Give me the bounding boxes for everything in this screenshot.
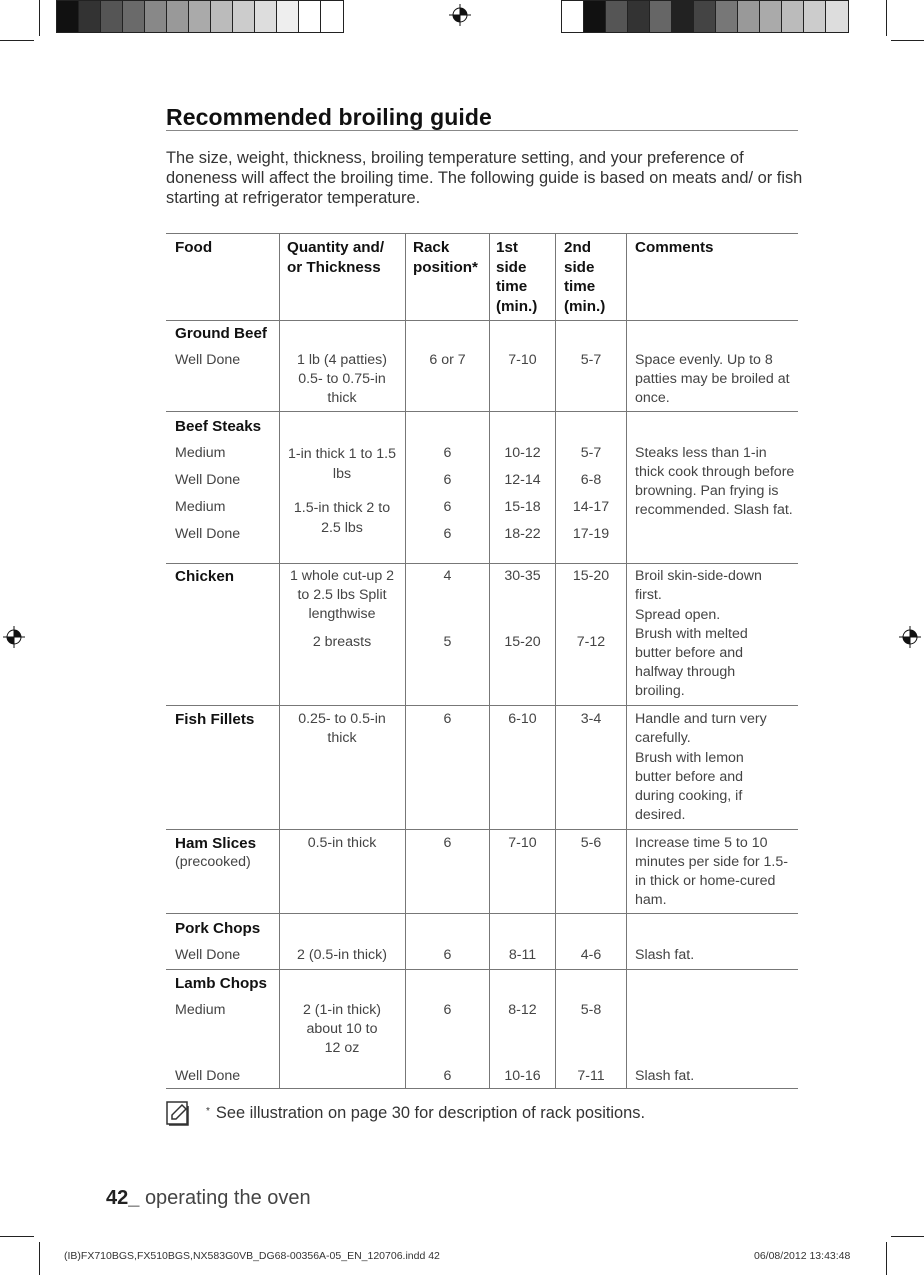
food-beef-steaks: Well Done xyxy=(175,526,241,542)
column-header-first-side: 1st side time (min.) xyxy=(496,239,538,315)
rack-fish-fillets: 6 xyxy=(443,711,452,727)
second-beef-steaks: 14-17 xyxy=(572,499,610,515)
quantity-lamb-chops: 2 (1-in thick) about 10 to 12 oz xyxy=(302,1002,382,1056)
first-beef-steaks: 10-12 xyxy=(504,445,541,461)
column-header-rack: Rack position* xyxy=(413,239,478,276)
quantity-beef-steaks: 1.5-in thick 2 to 2.5 lbs xyxy=(293,500,391,536)
page-number: 42_ xyxy=(106,1187,140,1209)
column-header-food: Food xyxy=(175,239,213,256)
group-pork-chops: Pork Chops xyxy=(175,920,261,937)
second-chicken: 15-20 xyxy=(572,568,610,584)
food-lamb-chops: Medium xyxy=(175,1002,226,1018)
note-pencil-icon xyxy=(166,1100,190,1126)
table-rule xyxy=(166,705,798,706)
column-header-second-side: 2nd side time (min.) xyxy=(564,239,606,315)
comments-chicken: Spread open. xyxy=(635,607,721,623)
rack-beef-steaks: 6 xyxy=(443,472,452,488)
crop-mark xyxy=(891,40,924,41)
print-timestamp: 06/08/2012 13:43:48 xyxy=(754,1250,851,1262)
first-lamb-chops: 8-12 xyxy=(508,1002,537,1018)
rack-beef-steaks: 6 xyxy=(443,526,452,542)
column-header-comments: Comments xyxy=(635,239,714,256)
second-beef-steaks: 17-19 xyxy=(572,526,610,542)
table-rule xyxy=(166,1088,798,1089)
quantity-fish-fillets: 0.25- to 0.5-in thick xyxy=(298,711,386,746)
table-rule xyxy=(166,913,798,914)
second-beef-steaks: 6-8 xyxy=(580,472,602,488)
food-beef-steaks: Well Done xyxy=(175,472,241,488)
rack-beef-steaks: 6 xyxy=(443,499,452,515)
food-lamb-chops: Well Done xyxy=(175,1068,241,1084)
rack-beef-steaks: 6 xyxy=(443,445,452,461)
note-asterisk: * xyxy=(206,1106,210,1117)
food-ham-slices: (precooked) xyxy=(175,854,251,870)
note-text: See illustration on page 30 for description of rack positions. xyxy=(215,1104,646,1122)
comments-beef-steaks: Steaks less than 1-in thick cook through before browning. Pan frying is recommended. Slash fat. xyxy=(635,445,795,518)
first-chicken: 15-20 xyxy=(504,634,541,650)
rack-lamb-chops: 6 xyxy=(443,1002,452,1018)
group-chicken: Chicken xyxy=(175,568,235,585)
quantity-ham-slices: 0.5-in thick xyxy=(307,835,377,851)
rack-ham-slices: 6 xyxy=(443,835,452,851)
comments-lamb-chops: Slash fat. xyxy=(635,1068,695,1084)
comments-ground-beef: Space evenly. Up to 8 patties may be broiled at once. xyxy=(635,352,790,406)
crop-mark xyxy=(39,1242,40,1275)
calibration-bar-right xyxy=(561,0,849,33)
comments-fish-fillets: Handle and turn very carefully. xyxy=(635,711,767,746)
quantity-ground-beef: 1 lb (4 patties) 0.5- to 0.75-in thick xyxy=(297,352,387,406)
rack-chicken: 5 xyxy=(443,634,452,650)
rack-chicken: 4 xyxy=(443,568,452,584)
second-lamb-chops: 5-8 xyxy=(580,1002,602,1018)
group-ground-beef: Ground Beef xyxy=(175,325,267,342)
comments-chicken: Brush with melted butter before and halfway through broiling. xyxy=(635,626,748,699)
quantity-beef-steaks: 1-in thick 1 to 1.5 lbs xyxy=(287,446,397,482)
table-rule xyxy=(166,829,798,830)
second-chicken: 7-12 xyxy=(576,634,606,650)
rack-position-note xyxy=(206,1104,645,1123)
second-lamb-chops: 7-11 xyxy=(577,1068,605,1084)
second-fish-fillets: 3-4 xyxy=(580,711,602,727)
table-rule xyxy=(166,563,798,564)
food-beef-steaks: Medium xyxy=(175,445,226,461)
registration-mark-icon xyxy=(899,626,921,648)
page-title: Recommended broiling guide xyxy=(166,104,492,130)
group-beef-steaks: Beef Steaks xyxy=(175,418,262,435)
intro-paragraph: The size, weight, thickness, broiling temperature setting, and your preference of doneness will affect the broiling time. The following guide is based on meats and/ or fish starting at refrigerator temperature. xyxy=(166,149,803,207)
food-ground-beef: Well Done xyxy=(175,352,241,368)
comments-chicken: Broil skin-side-down first. xyxy=(635,568,762,603)
first-lamb-chops: 10-16 xyxy=(504,1068,541,1084)
first-beef-steaks: 12-14 xyxy=(504,472,541,488)
quantity-chicken: 2 breasts xyxy=(312,634,372,650)
table-column-rule xyxy=(279,233,280,1088)
registration-mark-icon xyxy=(3,626,25,648)
crop-mark xyxy=(0,40,34,41)
rack-ground-beef: 6 or 7 xyxy=(429,352,466,368)
crop-mark xyxy=(886,1242,887,1275)
first-pork-chops: 8-11 xyxy=(508,947,537,963)
rack-pork-chops: 6 xyxy=(443,947,452,963)
first-beef-steaks: 18-22 xyxy=(504,526,541,542)
food-beef-steaks: Medium xyxy=(175,499,226,515)
second-ham-slices: 5-6 xyxy=(580,835,602,851)
group-ham-slices: Ham Slices xyxy=(175,835,257,852)
first-ground-beef: 7-10 xyxy=(508,352,537,368)
page-footer xyxy=(106,1187,311,1210)
section-title: operating the oven xyxy=(144,1187,311,1209)
crop-mark xyxy=(0,1236,34,1237)
second-pork-chops: 4-6 xyxy=(580,947,602,963)
first-chicken: 30-35 xyxy=(504,568,541,584)
rack-lamb-chops: 6 xyxy=(443,1068,452,1084)
first-beef-steaks: 15-18 xyxy=(504,499,541,515)
calibration-bar-left xyxy=(56,0,344,33)
crop-mark xyxy=(886,0,887,36)
table-column-rule xyxy=(626,233,627,1088)
print-slug: (IB)FX710BGS,FX510BGS,NX583G0VB_DG68-00356A-05_EN_120706.indd 42 xyxy=(64,1250,440,1262)
first-fish-fillets: 6-10 xyxy=(508,711,537,727)
registration-mark-icon xyxy=(449,4,471,26)
quantity-chicken: 1 whole cut-up 2 to 2.5 lbs Split lengthwise xyxy=(289,568,395,622)
column-header-quantity: Quantity and/ or Thickness xyxy=(287,239,385,276)
table-rule xyxy=(166,320,798,321)
second-ground-beef: 5-7 xyxy=(580,352,602,368)
comments-fish-fillets: Brush with lemon butter before and during cooking, if desired. xyxy=(635,750,744,823)
crop-mark xyxy=(39,0,40,36)
food-pork-chops: Well Done xyxy=(175,947,241,963)
group-fish-fillets: Fish Fillets xyxy=(175,711,255,728)
comments-pork-chops: Slash fat. xyxy=(635,947,695,963)
comments-ham-slices: Increase time 5 to 10 minutes per side for 1.5-in thick or home-cured ham. xyxy=(635,835,788,908)
table-rule xyxy=(166,411,798,412)
table-rule xyxy=(166,233,798,234)
second-beef-steaks: 5-7 xyxy=(580,445,602,461)
quantity-pork-chops: 2 (0.5-in thick) xyxy=(297,947,387,963)
group-lamb-chops: Lamb Chops xyxy=(175,975,267,992)
table-rule xyxy=(166,969,798,970)
title-underline xyxy=(166,130,798,131)
crop-mark xyxy=(891,1236,924,1237)
first-ham-slices: 7-10 xyxy=(508,835,537,851)
